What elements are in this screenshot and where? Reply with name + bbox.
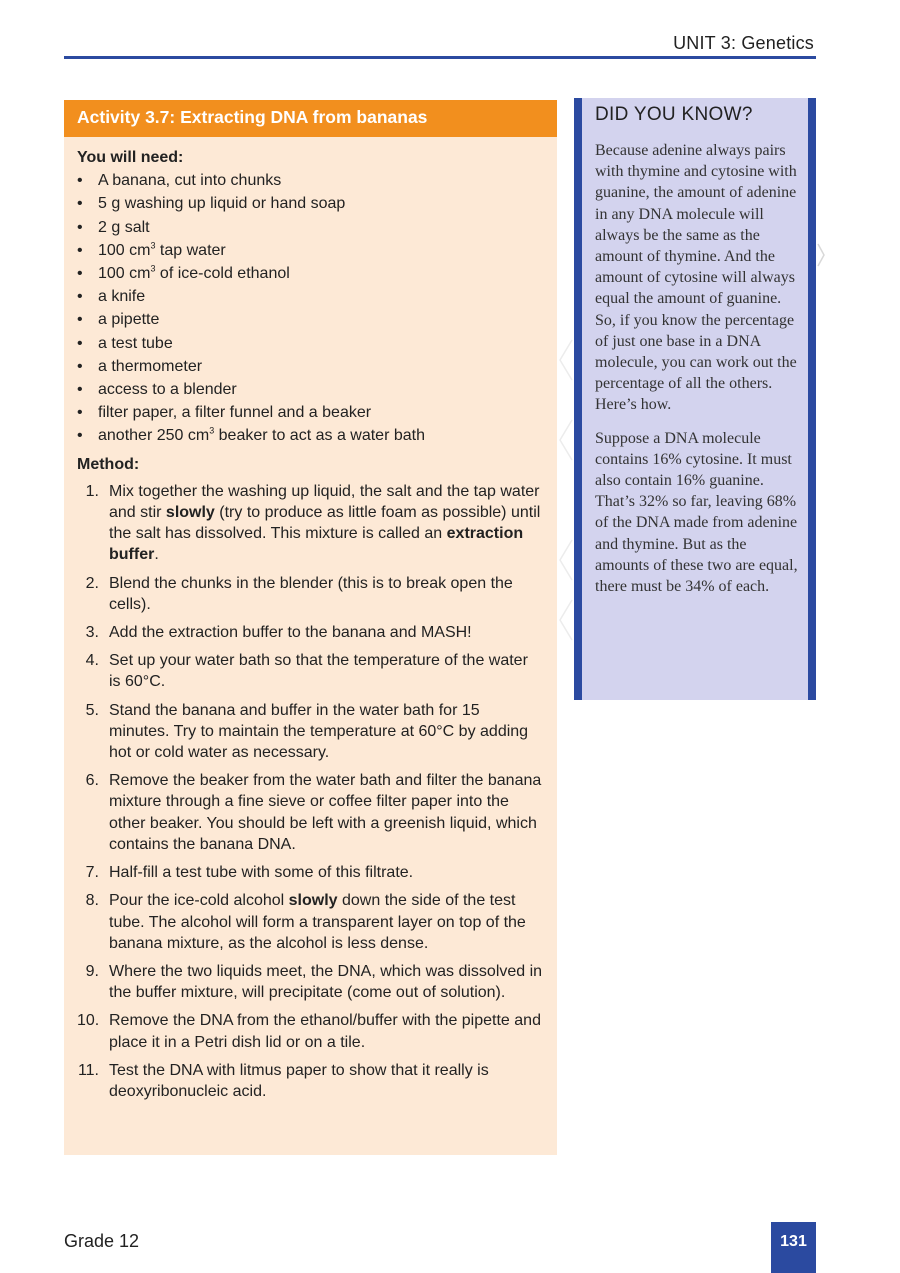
step-text bbox=[109, 624, 472, 641]
step-text-run: Remove the DNA from the ethanol/buffer with the pipette and place it in a Petri dish lid or on a tile. bbox=[109, 1012, 541, 1051]
footer-grade: Grade 12 bbox=[64, 1231, 140, 1251]
step-text-run: (try to produce as little foam as possible) until the salt has dissolved. This mixture is called an bbox=[109, 504, 541, 543]
needs-item bbox=[77, 285, 543, 308]
step-text bbox=[109, 963, 542, 1001]
step-number: 7. bbox=[85, 864, 99, 882]
needs-item-text: a pipette bbox=[98, 311, 160, 329]
needs-item-text: a test tube bbox=[98, 334, 173, 352]
dyk-left-bar bbox=[574, 98, 582, 700]
needs-item-text: tap water bbox=[155, 241, 226, 259]
bullet-icon: • bbox=[77, 195, 83, 213]
bold-term: extraction buffer bbox=[109, 525, 524, 564]
step-number: 5. bbox=[85, 701, 99, 719]
needs-item-text: a thermometer bbox=[98, 357, 203, 375]
method-step bbox=[77, 573, 543, 615]
step-text-run: . bbox=[154, 546, 159, 564]
needs-item-text: A banana, cut into chunks bbox=[98, 172, 282, 190]
step-text bbox=[109, 483, 540, 564]
bullet-icon: • bbox=[77, 381, 83, 399]
superscript: 3 bbox=[150, 263, 156, 274]
step-text-run: Where the two liquids meet, the DNA, which was dissolved in the buffer mixture, will precipitate (come out of solution). bbox=[109, 962, 543, 1002]
step-text-run: Half-fill a test tube with some of this filtrate. bbox=[109, 864, 414, 882]
needs-item-text: 5 g washing up liquid or hand soap bbox=[98, 195, 346, 213]
method-step bbox=[77, 650, 543, 692]
step-text-run: Blend the chunks in the blender (this is to break open the cells). bbox=[109, 574, 513, 613]
needs-heading: You will need: bbox=[77, 149, 184, 166]
needs-item bbox=[77, 216, 543, 239]
step-number: 10. bbox=[77, 1012, 100, 1030]
needs-item-text: another 250 cm bbox=[98, 427, 210, 445]
dyk-paragraph: Suppose a DNA molecule contains 16% cytosine. It must also contain 16% guanine. That’s 32% so far, leaving 68% of the DNA made from adenine and thymine. But as the amounts of these two are equal, there must be 34% of each. bbox=[595, 429, 798, 596]
step-text bbox=[109, 652, 528, 690]
step-text-run: down the side of the test tube. The alcohol will form a transparent layer on top of the banana mixture, as the alcohol is less dense. bbox=[109, 892, 526, 952]
dyk-title: DID YOU KNOW? bbox=[595, 104, 753, 125]
step-number: 4. bbox=[85, 652, 99, 670]
needs-item-text: 100 cm bbox=[98, 241, 151, 259]
needs-item bbox=[77, 169, 543, 192]
dyk-paragraph: Because adenine always pairs with thymine and cytosine with guanine, the amount of adenine in any DNA molecule will always be the same as the amount of thymine. And the amount of cytosine will always equal the amount of guanine. So, if you know the percentage of just one base in a DNA molecule, you can work out the percentage of all the others. Here’s how. bbox=[595, 142, 797, 414]
superscript: 3 bbox=[150, 240, 156, 251]
step-number: 8. bbox=[85, 892, 99, 910]
needs-item bbox=[77, 378, 543, 401]
step-text-run: Test the DNA with litmus paper to show that it really is deoxyribonucleic acid. bbox=[109, 1061, 489, 1100]
needs-item bbox=[77, 239, 543, 262]
step-text bbox=[109, 575, 513, 613]
dyk-right-bar bbox=[808, 98, 816, 700]
needs-item bbox=[77, 424, 543, 447]
dyk-text bbox=[595, 140, 801, 597]
bullet-icon: • bbox=[77, 172, 83, 190]
method-step bbox=[77, 1060, 543, 1102]
superscript: 3 bbox=[209, 426, 215, 437]
bullet-icon: • bbox=[77, 288, 83, 306]
method-step bbox=[77, 700, 543, 764]
watermark-trace bbox=[560, 340, 572, 640]
step-number: 3. bbox=[85, 624, 99, 642]
needs-item-text: of ice-cold ethanol bbox=[155, 265, 290, 283]
bullet-icon: • bbox=[77, 404, 83, 422]
method-step bbox=[77, 770, 543, 855]
step-text bbox=[109, 1062, 489, 1100]
needs-item bbox=[77, 332, 543, 355]
step-text bbox=[109, 702, 528, 761]
activity-title: Activity 3.7: Extracting DNA from bananas bbox=[64, 100, 557, 137]
bullet-icon: • bbox=[77, 218, 83, 236]
needs-item-text: a knife bbox=[98, 288, 146, 306]
step-text bbox=[109, 772, 541, 853]
needs-item bbox=[77, 401, 543, 424]
method-heading: Method: bbox=[77, 455, 140, 473]
needs-item-text: filter paper, a filter funnel and a beaker bbox=[98, 404, 372, 422]
step-text-run: Set up your water bath so that the temperature of the water is 60°C. bbox=[109, 652, 528, 691]
step-text-run: Mix together the washing up liquid, the salt and the tap water and stir bbox=[109, 482, 540, 522]
method-step bbox=[77, 622, 543, 643]
step-number: 2. bbox=[85, 574, 99, 592]
step-text bbox=[109, 1012, 541, 1050]
bullet-icon: • bbox=[77, 427, 83, 445]
unit-title: UNIT 3: Genetics bbox=[673, 33, 814, 53]
needs-item bbox=[77, 262, 543, 285]
needs-item bbox=[77, 192, 543, 215]
bullet-icon: • bbox=[77, 241, 83, 259]
bold-term: slowly bbox=[288, 892, 338, 910]
step-text-run: Pour the ice-cold alcohol bbox=[109, 892, 289, 910]
needs-item-text: 2 g salt bbox=[98, 218, 150, 236]
activity-body bbox=[64, 137, 557, 1102]
method-steps bbox=[77, 481, 543, 1102]
step-text bbox=[109, 892, 526, 951]
bold-term: slowly bbox=[165, 504, 215, 522]
bullet-icon: • bbox=[77, 357, 83, 375]
needs-item-text: beaker to act as a water bath bbox=[214, 427, 425, 445]
step-number: 1. bbox=[85, 482, 99, 500]
method-step bbox=[77, 481, 543, 566]
step-number: 6. bbox=[85, 772, 99, 790]
activity-box bbox=[64, 100, 557, 1155]
method-step bbox=[77, 862, 543, 883]
needs-item-text: access to a blender bbox=[98, 381, 237, 399]
method-step bbox=[77, 961, 543, 1003]
bullet-icon: • bbox=[77, 311, 83, 329]
needs-item-text: 100 cm bbox=[98, 265, 151, 283]
needs-item bbox=[77, 308, 543, 331]
page-number: 131 bbox=[771, 1222, 816, 1273]
method-step bbox=[77, 1010, 543, 1052]
needs-list bbox=[77, 169, 543, 447]
step-number: 11. bbox=[77, 1061, 99, 1079]
step-text-run: Remove the beaker from the water bath and filter the banana mixture through a fine sieve or coffee filter paper into the other beaker. You should be left with a greenish liquid, which contains the banana DNA. bbox=[109, 772, 542, 853]
bullet-icon: • bbox=[77, 334, 83, 352]
page-chevron-mark bbox=[818, 244, 824, 266]
did-you-know-box bbox=[574, 98, 816, 700]
step-number: 9. bbox=[85, 962, 99, 980]
step-text-run: Add the extraction buffer to the banana and MASH! bbox=[109, 624, 472, 642]
header-rule bbox=[64, 56, 816, 59]
step-text-run: Stand the banana and buffer in the water bath for 15 minutes. Try to maintain the temperature at 60°C by adding hot or cold water as necessary. bbox=[109, 701, 529, 762]
method-step bbox=[77, 890, 543, 954]
step-text bbox=[109, 864, 413, 881]
bullet-icon: • bbox=[77, 265, 83, 283]
needs-item bbox=[77, 355, 543, 378]
